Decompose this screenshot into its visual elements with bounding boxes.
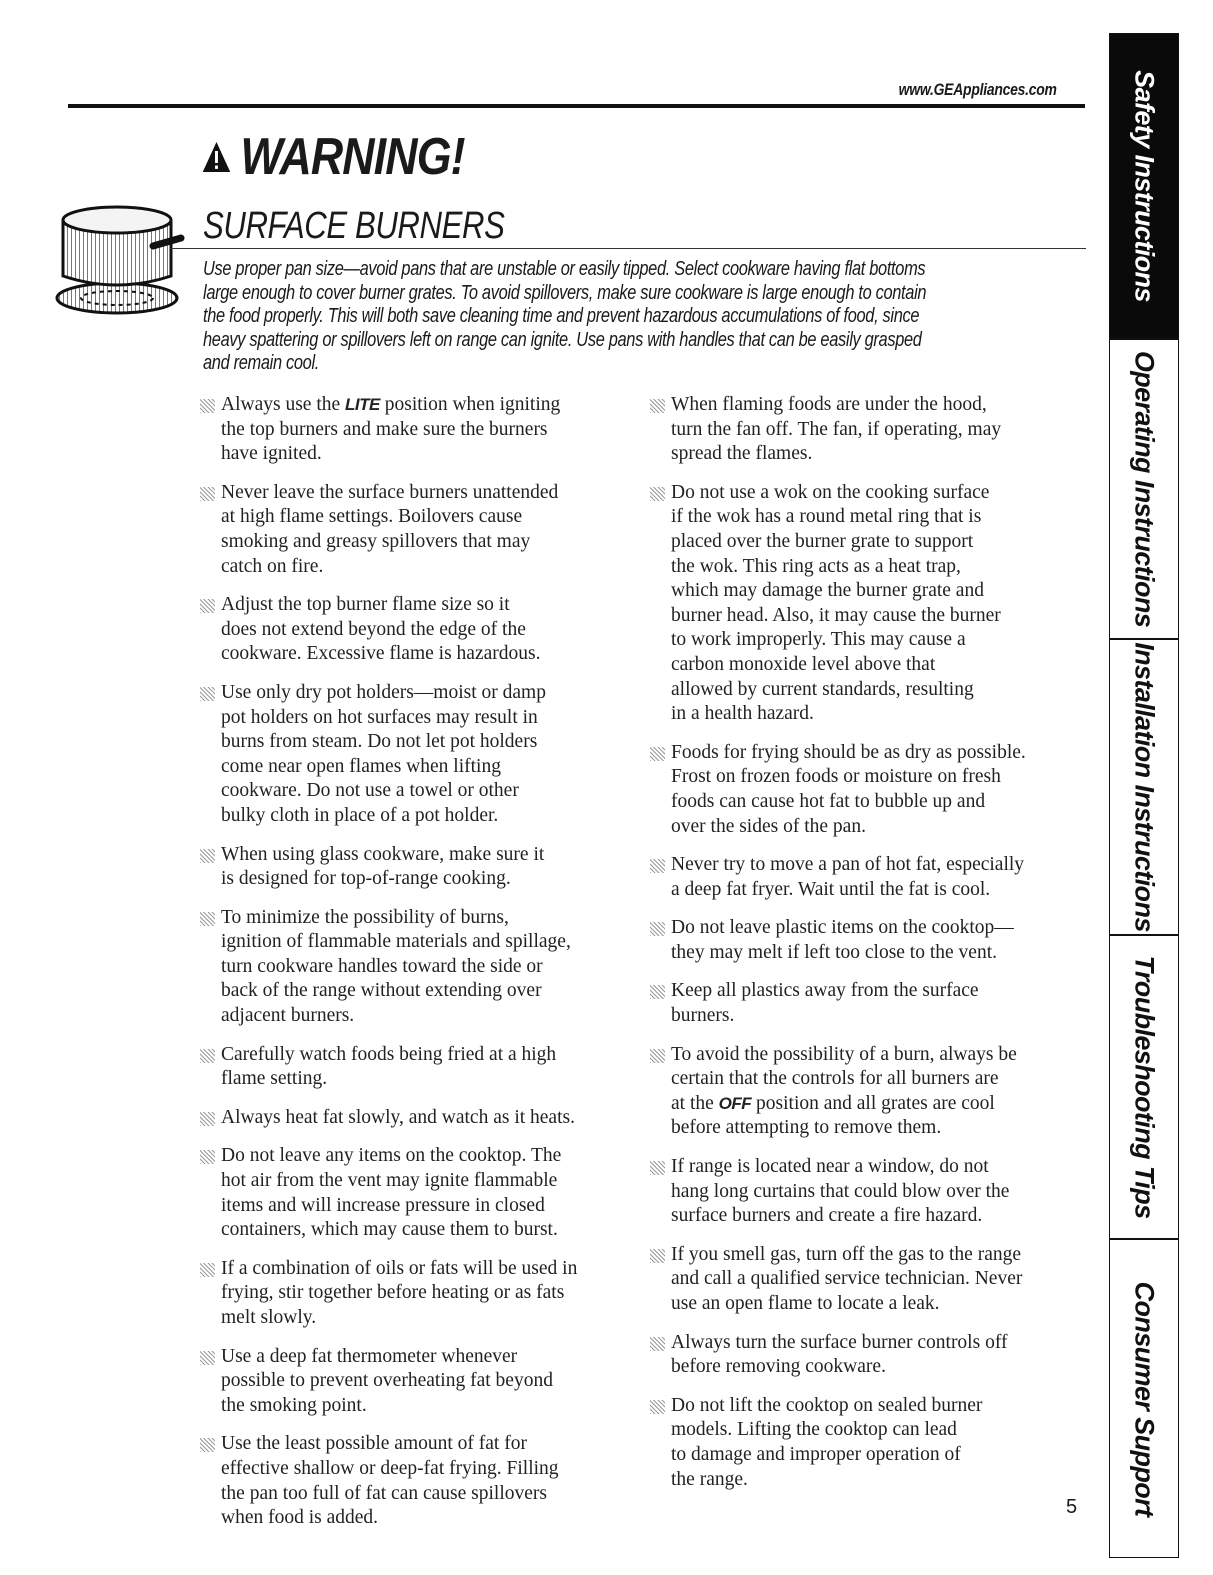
item-line: in a health hazard. — [671, 703, 814, 725]
tab-label: Installation Instructions — [1129, 642, 1160, 932]
text-run: at the — [671, 1092, 719, 1114]
intro-line: and remain cool. — [203, 352, 320, 375]
safety-item — [650, 1155, 1090, 1229]
item-line: When using glass cookware, make sure it — [221, 843, 545, 865]
square-bullet-icon — [200, 487, 215, 501]
warning-heading — [201, 127, 465, 187]
item-line: flame setting. — [221, 1068, 328, 1090]
item-line: pot holders on hot surfaces may result in — [221, 706, 538, 728]
item-line: is designed for top-of-range cooking. — [221, 868, 511, 890]
square-bullet-icon — [200, 1112, 215, 1126]
item-line: Do not leave plastic items on the cooktop— — [671, 917, 1014, 939]
safety-item — [200, 681, 640, 829]
item-line: burns from steam. Do not let pot holders — [221, 731, 538, 753]
item-line: does not extend beyond the edge of the — [221, 618, 526, 640]
item-line: the top burners and make sure the burners — [221, 418, 548, 440]
page-number: 5 — [1066, 1496, 1078, 1518]
item-line: the pan too full of fat can cause spillovers — [221, 1482, 547, 1504]
square-bullet-icon — [650, 1400, 665, 1414]
square-bullet-icon — [650, 1337, 665, 1351]
item-line: bulky cloth in place of a pot holder. — [221, 804, 499, 826]
square-bullet-icon — [200, 1150, 215, 1164]
item-line: ignition of flammable materials and spillage, — [221, 931, 571, 953]
item-line: placed over the burner grate to support — [671, 530, 974, 552]
safety-item — [200, 1345, 640, 1419]
item-line: models. Lifting the cooktop can lead — [671, 1419, 957, 1441]
text-run: position when igniting — [379, 394, 561, 415]
tab-operating-instructions[interactable] — [1110, 338, 1178, 638]
item-line: If you smell gas, turn off the gas to the range — [671, 1243, 1022, 1265]
safety-item — [650, 916, 1090, 965]
warning-title: WARNING! — [240, 128, 465, 186]
item-line: hot air from the vent may ignite flammable — [221, 1170, 558, 1192]
item-line: at high flame settings. Boilovers cause — [221, 506, 523, 528]
item-line: If a combination of oils or fats will be used in — [221, 1257, 578, 1279]
item-line — [671, 1092, 1090, 1117]
item-line: the range. — [671, 1468, 748, 1490]
square-bullet-icon — [650, 487, 665, 501]
tab-label: Consumer Support — [1129, 1281, 1160, 1516]
website-url: www.GEAppliances.com — [898, 80, 1057, 99]
item-line: containers, which may cause them to burst. — [221, 1219, 558, 1241]
safety-item — [200, 393, 640, 467]
safety-item — [200, 1257, 640, 1331]
item-line: Adjust the top burner flame size so it — [221, 594, 510, 616]
item-line: effective shallow or deep-fat frying. Filling — [221, 1457, 559, 1479]
safety-item — [650, 393, 1090, 467]
item-line: the wok. This ring acts as a heat trap, — [671, 555, 961, 577]
item-line: a deep fat fryer. Wait until the fat is cool. — [671, 878, 991, 900]
item-line: which may damage the burner grate and — [671, 580, 984, 602]
safety-item — [200, 1106, 640, 1131]
item-line: To avoid the possibility of a burn, always be — [671, 1043, 1017, 1065]
square-bullet-icon — [200, 849, 215, 863]
item-line: cookware. Do not use a towel or other — [221, 780, 519, 802]
square-bullet-icon — [650, 1249, 665, 1263]
tab-label: Troubleshooting Tips — [1129, 955, 1160, 1219]
square-bullet-icon — [650, 1049, 665, 1063]
item-line: surface burners and create a fire hazard. — [671, 1205, 983, 1227]
left-column — [200, 393, 640, 1545]
safety-item — [200, 481, 640, 579]
item-line: when food is added. — [221, 1507, 379, 1529]
item-line: Carefully watch foods being fried at a high — [221, 1043, 557, 1065]
item-line: To minimize the possibility of burns, — [221, 906, 509, 928]
item-line: spread the flames. — [671, 443, 813, 465]
item-line: come near open flames when lifting — [221, 755, 501, 777]
intro-line: heavy spattering or spillovers left on range can ignite. Use pans with handles that can be easily grasped — [203, 328, 922, 351]
intro-line: the food properly. This will both save cleaning time and prevent hazardous accumulations of food, since — [203, 305, 920, 328]
item-line: possible to prevent overheating fat beyond — [221, 1370, 553, 1392]
safety-item — [650, 741, 1090, 839]
item-line: Foods for frying should be as dry as possible. — [671, 741, 1026, 763]
item-line: If range is located near a window, do not — [671, 1156, 989, 1178]
right-column — [650, 393, 1090, 1506]
item-line: catch on fire. — [221, 555, 324, 577]
item-line: items and will increase pressure in closed — [221, 1194, 545, 1216]
item-line: the smoking point. — [221, 1394, 367, 1416]
section-intro — [203, 258, 1072, 376]
square-bullet-icon — [650, 985, 665, 999]
item-line: allowed by current standards, resulting — [671, 678, 974, 700]
pot-on-burner-icon — [55, 198, 185, 316]
safety-item — [650, 1331, 1090, 1380]
tab-installation-instructions[interactable] — [1110, 638, 1178, 934]
safety-item — [650, 1394, 1090, 1492]
item-line: Do not lift the cooktop on sealed burner — [671, 1394, 983, 1416]
item-line: frying, stir together before heating or as fats — [221, 1282, 565, 1304]
item-line: they may melt if left too close to the vent. — [671, 941, 997, 963]
item-line: Do not use a wok on the cooking surface — [671, 481, 990, 503]
item-line: Frost on frozen foods or moisture on fresh — [671, 766, 1001, 788]
item-line: Use the least possible amount of fat for — [221, 1433, 527, 1455]
item-line: Use a deep fat thermometer whenever — [221, 1345, 518, 1367]
text-run: position and all grates are cool — [751, 1092, 995, 1114]
item-line: burners. — [671, 1005, 735, 1027]
item-line: have ignited. — [221, 443, 322, 465]
item-line: turn cookware handles toward the side or — [221, 955, 543, 977]
safety-item — [650, 1243, 1090, 1317]
square-bullet-icon — [200, 599, 215, 613]
item-line: Never leave the surface burners unattended — [221, 481, 559, 503]
safety-item — [200, 1144, 640, 1242]
item-line: turn the fan off. The fan, if operating, may — [671, 418, 1002, 440]
intro-line: Use proper pan size—avoid pans that are unstable or easily tipped. Select cookware having flat bottoms — [203, 258, 926, 280]
tab-label: Operating Instructions — [1129, 350, 1160, 628]
item-line: use an open flame to locate a leak. — [671, 1293, 940, 1314]
square-bullet-icon — [650, 922, 665, 936]
item-line: to damage and improper operation of — [671, 1443, 961, 1465]
tab-safety-instructions[interactable] — [1110, 34, 1178, 338]
item-line: certain that the controls for all burners are — [671, 1068, 999, 1090]
square-bullet-icon — [650, 1161, 665, 1175]
text-run: Always use the — [221, 394, 346, 415]
item-line: back of the range without extending over — [221, 980, 542, 1002]
safety-item — [650, 979, 1090, 1028]
tab-consumer-support[interactable] — [1110, 1238, 1178, 1557]
item-line: When flaming foods are under the hood, — [671, 394, 987, 415]
safety-item — [200, 593, 640, 667]
safety-item — [200, 1432, 640, 1530]
safety-item — [650, 853, 1090, 902]
item-line: before removing cookware. — [671, 1356, 886, 1378]
header-rule — [68, 104, 1085, 108]
square-bullet-icon — [200, 1438, 215, 1452]
square-bullet-icon — [200, 399, 215, 413]
item-line: smoking and greasy spillovers that may — [221, 530, 531, 552]
item-line: burner head. Also, it may cause the burner — [671, 604, 1001, 626]
tab-troubleshooting-tips[interactable] — [1110, 934, 1178, 1238]
safety-item — [200, 1043, 640, 1092]
safety-item — [200, 843, 640, 892]
item-line: Always heat fat slowly, and watch as it heats. — [221, 1106, 575, 1128]
lite-keyword: LITE — [345, 395, 380, 414]
item-line: foods can cause hot fat to bubble up and — [671, 790, 986, 812]
item-line: adjacent burners. — [221, 1005, 355, 1027]
square-bullet-icon — [650, 859, 665, 873]
warning-triangle-icon — [201, 140, 232, 174]
safety-item — [650, 1043, 1090, 1141]
square-bullet-icon — [200, 912, 215, 926]
square-bullet-icon — [650, 747, 665, 761]
item-line: over the sides of the pan. — [671, 815, 866, 837]
item-line: to work improperly. This may cause a — [671, 629, 966, 651]
square-bullet-icon — [200, 1049, 215, 1063]
safety-item — [200, 906, 640, 1029]
item-line: before attempting to remove them. — [671, 1117, 942, 1139]
item-line: Keep all plastics away from the surface — [671, 980, 979, 1002]
square-bullet-icon — [200, 687, 215, 701]
item-line: Always turn the surface burner controls off — [671, 1331, 1008, 1353]
item-line — [221, 393, 640, 418]
safety-item — [650, 481, 1090, 727]
item-line: hang long curtains that could blow over the — [671, 1180, 1010, 1202]
square-bullet-icon — [200, 1263, 215, 1277]
section-tabs-sidebar — [1109, 33, 1179, 1558]
intro-line: large enough to cover burner grates. To avoid spillovers, make sure cookware is large enough to contain — [203, 281, 927, 304]
section-rule — [170, 248, 1086, 249]
item-line: Do not leave any items on the cooktop. The — [221, 1145, 562, 1167]
square-bullet-icon — [650, 399, 665, 413]
off-keyword: OFF — [718, 1093, 752, 1113]
section-title: SURFACE BURNERS — [203, 205, 505, 247]
square-bullet-icon — [200, 1351, 215, 1365]
item-line: melt slowly. — [221, 1307, 317, 1328]
item-line: and call a qualified service technician. Never — [671, 1268, 1023, 1290]
item-line: carbon monoxide level above that — [671, 653, 936, 675]
item-line: Never try to move a pan of hot fat, especially — [671, 854, 1025, 876]
item-line: cookware. Excessive flame is hazardous. — [221, 643, 541, 665]
tab-label: Safety Instructions — [1129, 70, 1160, 302]
item-line: if the wok has a round metal ring that is — [671, 506, 982, 528]
item-line: Use only dry pot holders—moist or damp — [221, 681, 546, 703]
